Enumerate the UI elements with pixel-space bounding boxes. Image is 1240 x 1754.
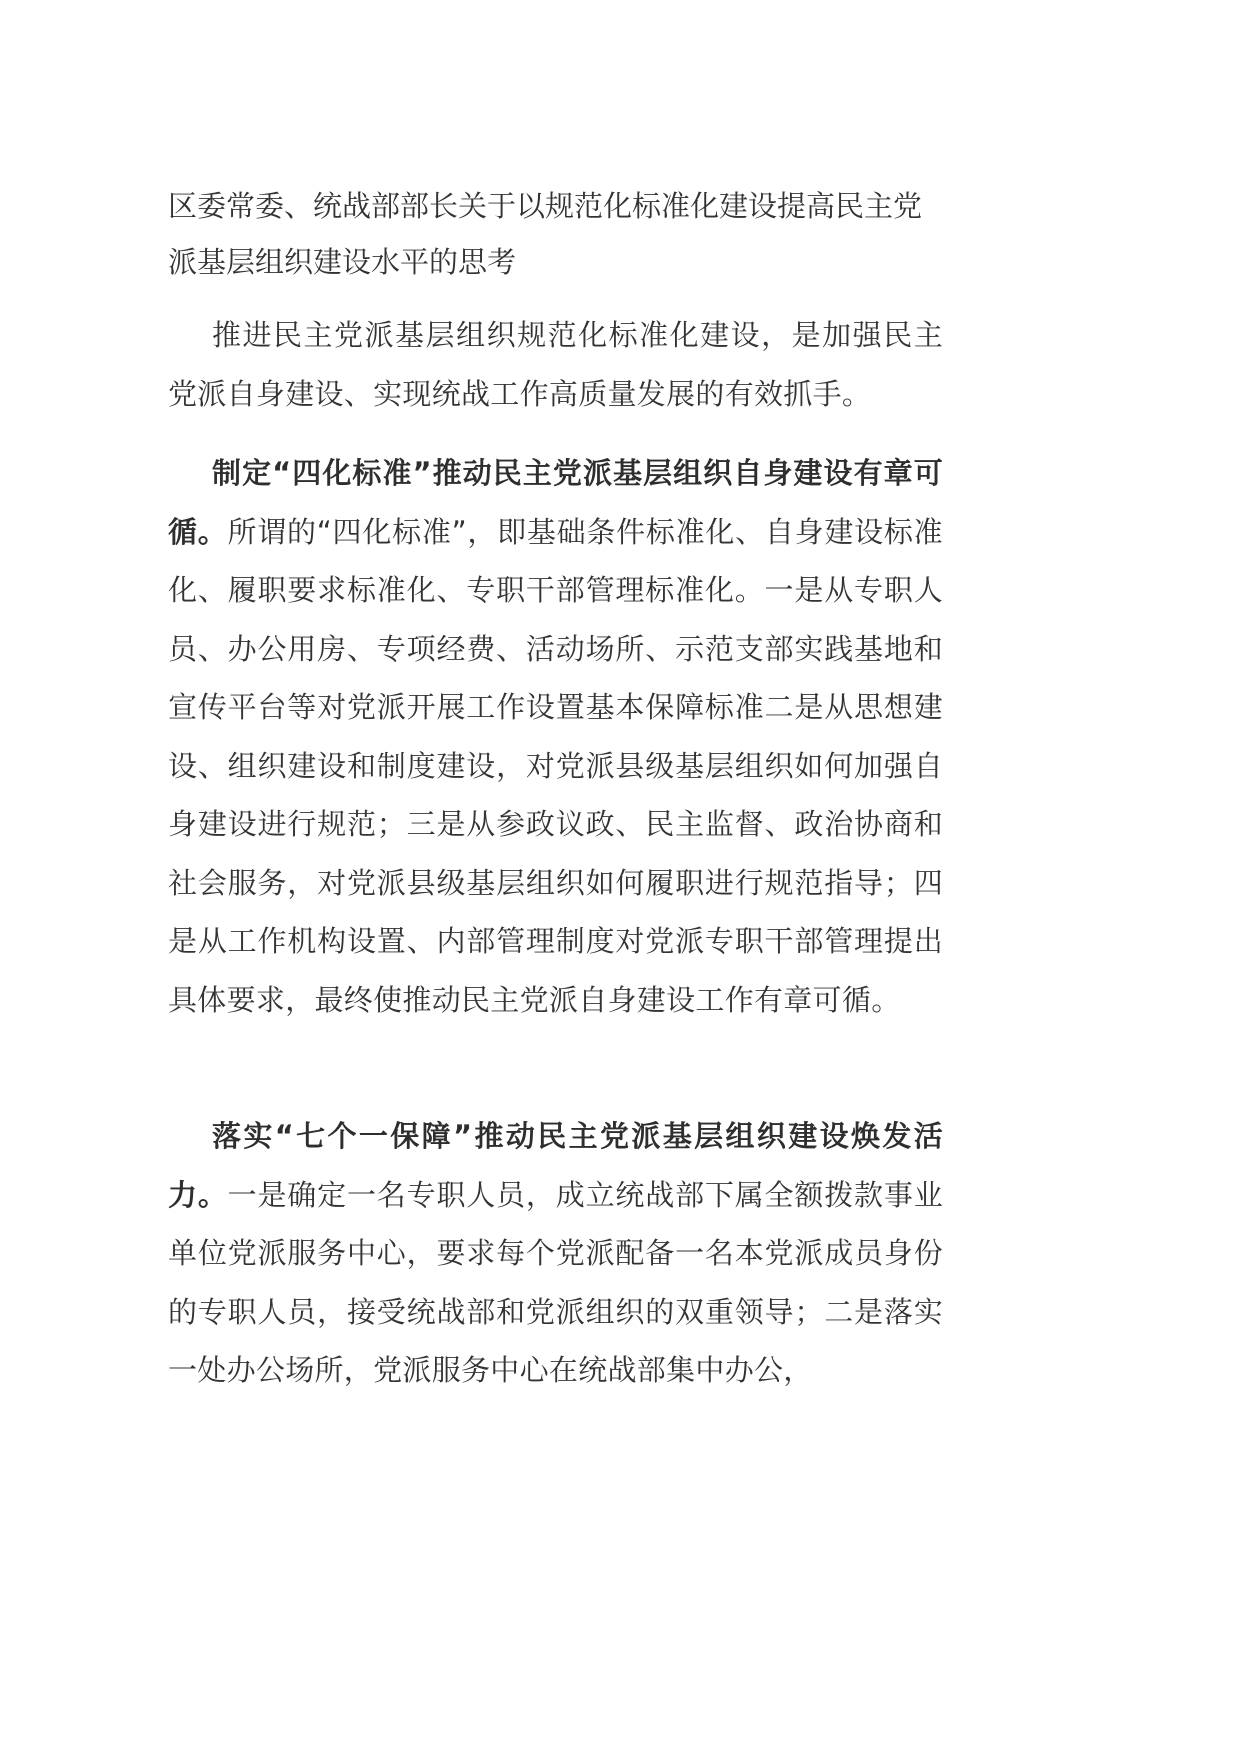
section-body-seven-guarantees: 一是确定一名专职人员，成立统战部下属全额拨款事业单位党派服务中心，要求每个党派配备一名本党派成员身份的专职人员，接受统战部和党派组织的双重领导；二是落实一处办公场所，党派服务中心在统战部集中办公， <box>168 1177 943 1387</box>
document-title: 区委常委、统战部部长关于以规范化标准化建设提高民主党派基层组织建设水平的思考 <box>168 189 923 279</box>
section-body-four-standards: 所谓的“四化标准”，即基础条件标准化、自身建设标准化、履职要求标准化、专职干部管理标准化。一是从专职人员、办公用房、专项经费、活动场所、示范支部实践基地和宣传平台等对党派开展工作设置基本保障标准二是从思想建设、组织建设和制度建设，对党派县级基层组织如何加强自身建设进行规范；三是从参政议政、民主监督、政治协商和社会服务，对党派县级基层组织如何履职进行规范指导；四是从工作机构设置、内部管理制度对党派专职干部管理提出具体要求，最终使推动民主党派自身建设工作有章可循。 <box>168 514 943 1017</box>
intro-paragraph: 推进民主党派基层组织规范化标准化建设，是加强民主党派自身建设、实现统战工作高质量发展的有效抓手。 <box>168 318 943 411</box>
section-paragraph-seven-guarantees <box>168 1107 943 1400</box>
section-paragraph-four-standards <box>168 444 943 1029</box>
section-lead-four-standards: 制定“四化标准”推动民主党派基层组织自身建设有章可循。 <box>168 456 943 549</box>
section-lead-seven-guarantees: 落实“七个一保障”推动民主党派基层组织建设焕发活力。 <box>168 1119 943 1212</box>
